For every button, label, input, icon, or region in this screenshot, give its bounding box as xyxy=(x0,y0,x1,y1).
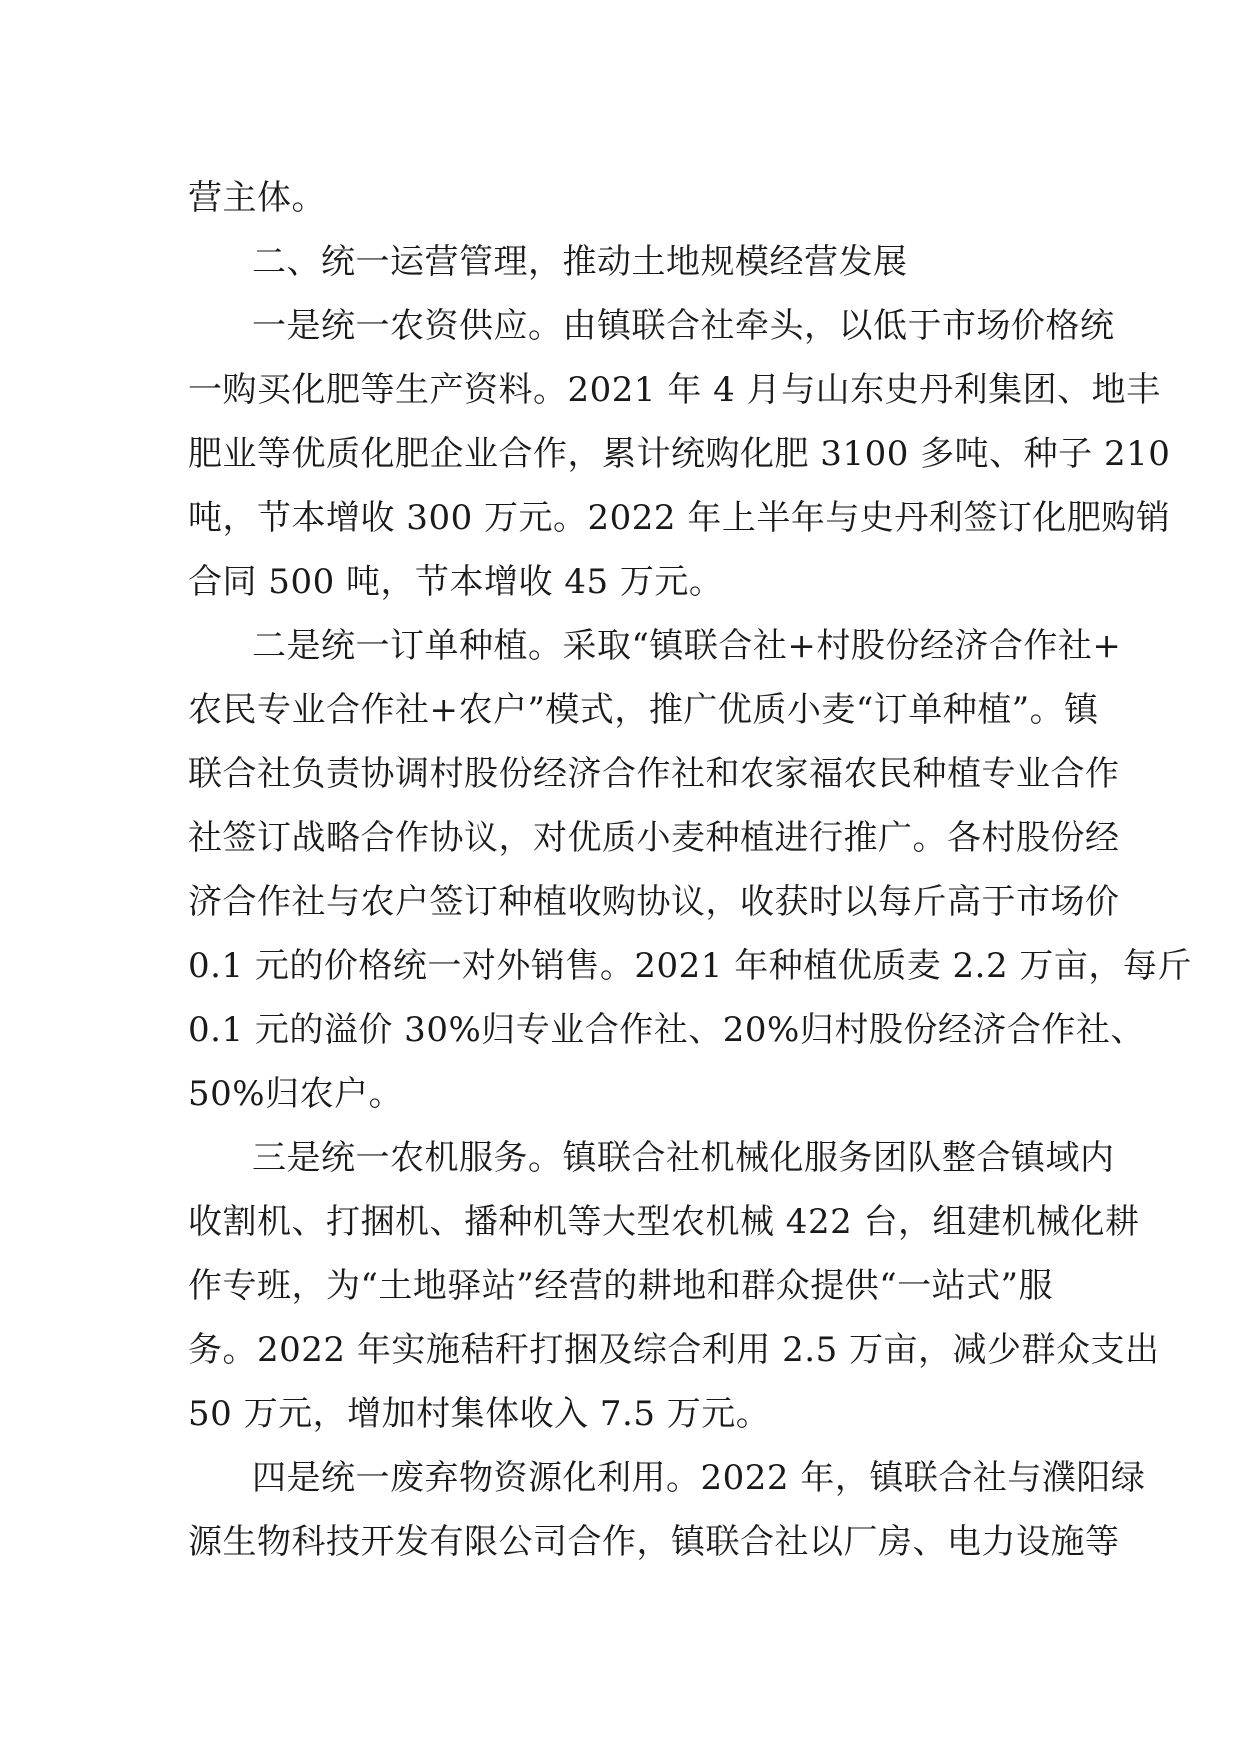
paragraph-line: 务。2022 年实施秸秆打捆及综合利用 2.5 万亩，减少群众支出 xyxy=(188,1330,1160,1370)
paragraph-line: 源生物科技开发有限公司合作，镇联合社以厂房、电力设施等 xyxy=(188,1522,1120,1562)
paragraph-line: 一是统一农资供应。由镇联合社牵头，以低于市场价格统 xyxy=(252,306,1115,346)
paragraph-line: 联合社负责协调村股份经济合作社和农家福农民种植专业合作 xyxy=(188,754,1120,794)
paragraph-line: 收割机、打捆机、播种机等大型农机械 422 台，组建机械化耕 xyxy=(188,1202,1140,1242)
paragraph-line: 三是统一农机服务。镇联合社机械化服务团队整合镇域内 xyxy=(252,1138,1115,1178)
section-heading: 二、统一运营管理，推动土地规模经营发展 xyxy=(252,242,908,282)
paragraph-line: 吨，节本增收 300 万元。2022 年上半年与史丹利签订化肥购销 xyxy=(188,498,1171,538)
paragraph-line: 营主体。 xyxy=(188,178,326,218)
paragraph-line: 0.1 元的溢价 30%归专业合作社、20%归村股份经济合作社、 xyxy=(188,1010,1145,1050)
paragraph-line: 作专班，为“土地驿站”经营的耕地和群众提供“一站式”服 xyxy=(188,1266,1054,1306)
paragraph-line: 合同 500 吨，节本增收 45 万元。 xyxy=(188,562,724,602)
paragraph-line: 肥业等优质化肥企业合作，累计统购化肥 3100 多吨、种子 210 xyxy=(188,434,1171,474)
paragraph-line: 50 万元，增加村集体收入 7.5 万元。 xyxy=(188,1394,771,1434)
paragraph-line: 0.1 元的价格统一对外销售。2021 年种植优质麦 2.2 万亩，每斤 xyxy=(188,946,1192,986)
paragraph-line: 四是统一废弃物资源化利用。2022 年，镇联合社与濮阳绿 xyxy=(252,1458,1146,1498)
paragraph-line: 社签订战略合作协议，对优质小麦种植进行推广。各村股份经 xyxy=(188,818,1120,858)
paragraph-line: 济合作社与农户签订种植收购协议，收获时以每斤高于市场价 xyxy=(188,882,1120,922)
paragraph-line: 一购买化肥等生产资料。2021 年 4 月与山东史丹利集团、地丰 xyxy=(188,370,1161,410)
paragraph-line: 50%归农户。 xyxy=(188,1074,404,1114)
paragraph-line: 二是统一订单种植。采取“镇联合社+村股份经济合作社+ xyxy=(252,626,1122,666)
paragraph-line: 农民专业合作社+农户”模式，推广优质小麦“订单种植”。镇 xyxy=(188,690,1099,730)
